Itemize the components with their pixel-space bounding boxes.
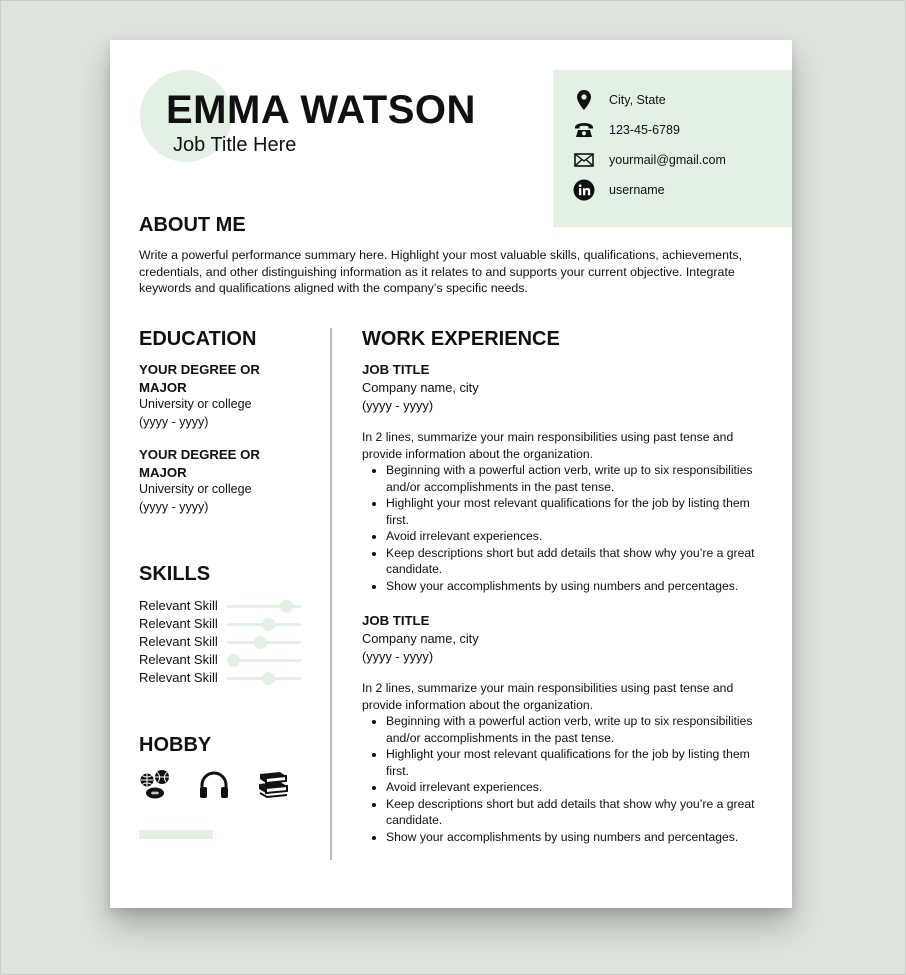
- list-item: • Keep descriptions short but add details that show why you’re a great candidate.: [386, 796, 757, 829]
- applicant-job-title: Job Title Here: [173, 134, 297, 156]
- sports-balls-icon: [138, 768, 172, 807]
- phone-icon: [571, 122, 597, 138]
- job-years: (yyyy - yyyy): [362, 398, 434, 413]
- education-years: (yyyy - yyyy): [139, 499, 209, 514]
- education-years: (yyyy - yyyy): [139, 414, 209, 429]
- headphones-icon: [198, 770, 230, 805]
- contact-linkedin-text[interactable]: username: [609, 183, 665, 197]
- list-item: • Highlight your most relevant qualifications for the job by listing them first.: [386, 495, 757, 528]
- skill-slider-track: [227, 641, 301, 644]
- skill-row: [139, 597, 309, 615]
- list-item: • Show your accomplishments by using numbers and percentages.: [386, 829, 757, 846]
- list-item: • Avoid irrelevant experiences.: [386, 528, 757, 545]
- skill-label: Relevant Skill: [139, 670, 218, 685]
- education-school: University or college: [139, 397, 252, 411]
- hobby-icons: [138, 768, 290, 807]
- skill-slider-track: [227, 659, 301, 662]
- contact-box: [553, 70, 792, 227]
- contact-email-text[interactable]: yourmail@gmail.com: [609, 153, 726, 167]
- education-item: [139, 446, 309, 516]
- job-entry: [362, 361, 757, 594]
- resume-page: [110, 40, 792, 908]
- job-company: Company name, city: [362, 631, 479, 646]
- list-item: • Show your accomplishments by using numbers and percentages.: [386, 578, 757, 595]
- contact-location-text: City, State: [609, 93, 666, 107]
- books-icon: [256, 770, 290, 805]
- job-bullets: [362, 462, 757, 594]
- job-summary: In 2 lines, summarize your main responsibilities using past tense and provide information about the organization.: [362, 430, 734, 461]
- location-pin-icon: [571, 90, 597, 110]
- contact-linkedin: [571, 178, 665, 202]
- skill-slider-knob: [262, 672, 275, 685]
- skill-slider-knob: [227, 654, 240, 667]
- list-item: • Beginning with a powerful action verb, write up to six responsibilities and/or accomplishments in the past tense.: [386, 462, 757, 495]
- column-divider: [330, 328, 332, 860]
- list-item: • Avoid irrelevant experiences.: [386, 779, 757, 796]
- envelope-icon: [571, 153, 597, 167]
- skill-slider-track: [227, 623, 301, 626]
- education-item: [139, 361, 309, 431]
- education-school: University or college: [139, 482, 252, 496]
- hobby-heading: HOBBY: [139, 734, 212, 756]
- contact-phone: [571, 118, 680, 142]
- contact-location: [571, 88, 666, 112]
- job-title: JOB TITLE: [362, 362, 430, 377]
- skill-label: Relevant Skill: [139, 598, 218, 613]
- skill-slider-knob: [254, 636, 267, 649]
- skill-slider-knob: [262, 618, 275, 631]
- skills-list: [139, 597, 309, 687]
- education-degree: YOUR DEGREE OR MAJOR: [139, 362, 260, 395]
- skill-slider-knob: [280, 600, 293, 613]
- skill-row: [139, 669, 309, 687]
- skill-label: Relevant Skill: [139, 652, 218, 667]
- job-company: Company name, city: [362, 380, 479, 395]
- linkedin-icon: [571, 179, 597, 201]
- work-heading: WORK EXPERIENCE: [362, 328, 560, 350]
- list-item: • Beginning with a powerful action verb, write up to six responsibilities and/or accomplishments in the past tense.: [386, 713, 757, 746]
- job-bullets: [362, 713, 757, 845]
- skills-heading: SKILLS: [139, 563, 211, 585]
- about-heading: ABOUT ME: [139, 214, 246, 236]
- skill-label: Relevant Skill: [139, 616, 218, 631]
- contact-email: [571, 148, 726, 172]
- applicant-name: EMMA WATSON: [166, 88, 476, 132]
- about-text: Write a powerful performance summary here. Highlight your most valuable skills, qualifications, achievements, credentials, and other distinguishing information as it relates to and supports your current objective. Integrate keywords and qualifications aligned with the company’s specific needs.: [139, 248, 743, 295]
- job-title: JOB TITLE: [362, 613, 430, 628]
- list-item: • Highlight your most relevant qualifications for the job by listing them first.: [386, 746, 757, 779]
- skill-label: Relevant Skill: [139, 634, 218, 649]
- skill-row: [139, 651, 309, 669]
- education-degree: YOUR DEGREE OR MAJOR: [139, 447, 260, 480]
- job-years: (yyyy - yyyy): [362, 649, 434, 664]
- list-item: • Keep descriptions short but add details that show why you’re a great candidate.: [386, 545, 757, 578]
- skill-row: [139, 633, 309, 651]
- education-heading: EDUCATION: [139, 328, 257, 350]
- skill-slider-track: [227, 605, 301, 608]
- job-summary: In 2 lines, summarize your main responsibilities using past tense and provide information about the organization.: [362, 681, 734, 712]
- skill-row: [139, 615, 309, 633]
- decorative-accent-bar: [139, 830, 213, 839]
- job-entry: [362, 612, 757, 845]
- contact-phone-text: 123-45-6789: [609, 123, 680, 137]
- skill-slider-track: [227, 677, 301, 680]
